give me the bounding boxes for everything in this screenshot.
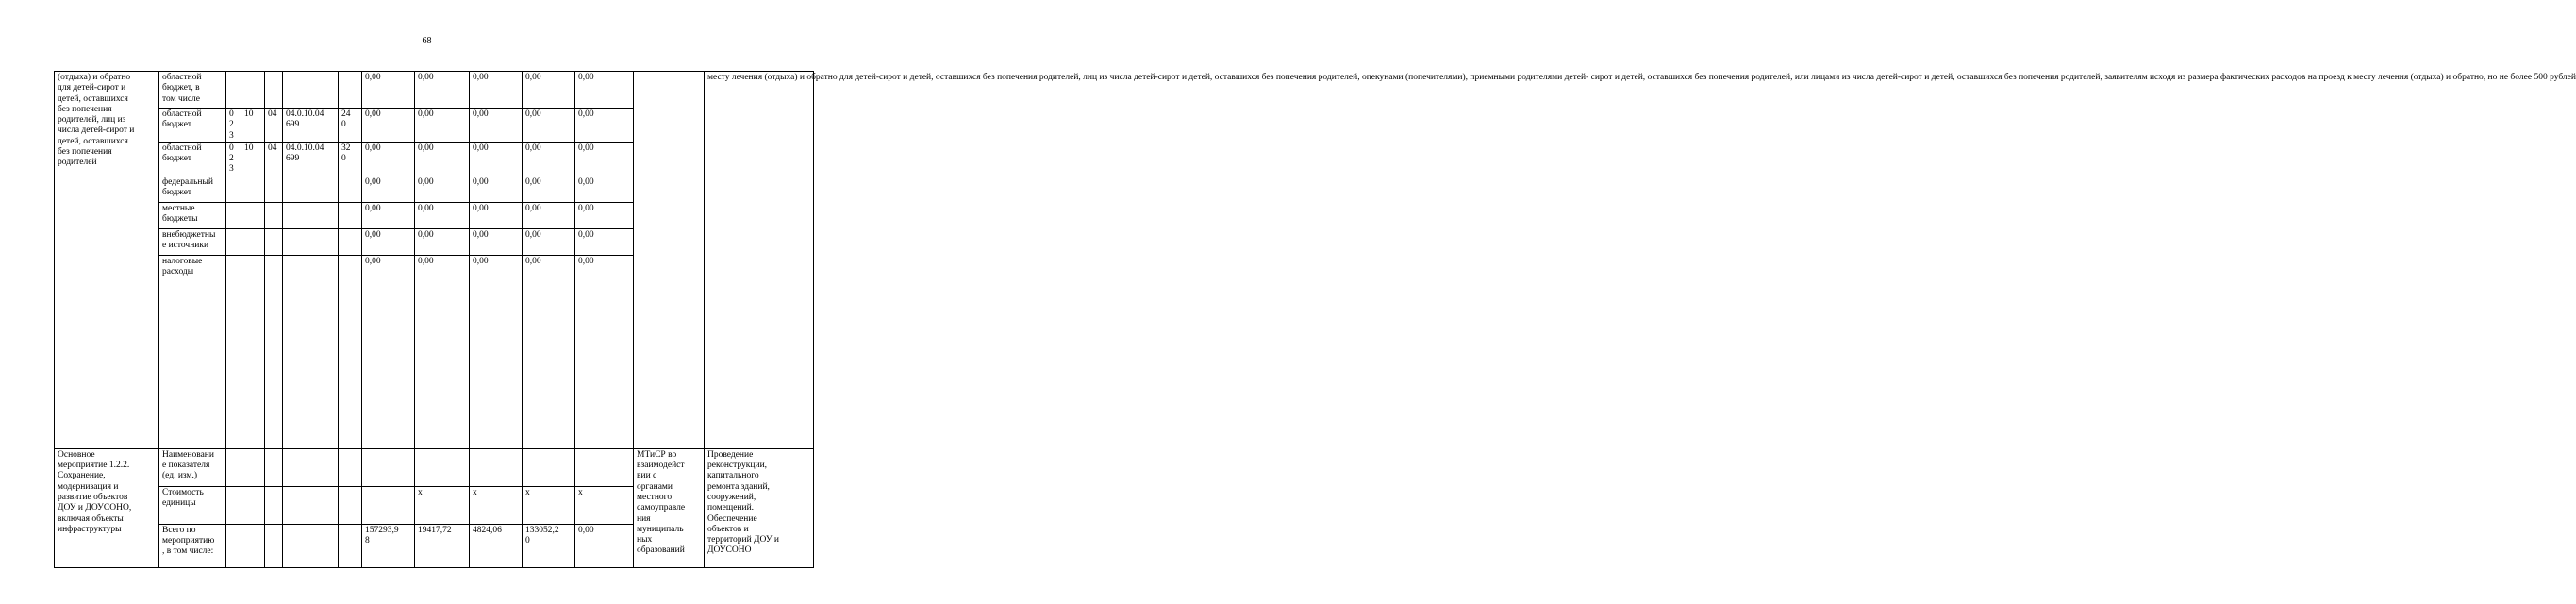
funding-source-cell: налоговые расходы	[159, 255, 226, 448]
value-cell: 0,00	[575, 142, 634, 176]
rz-cell	[241, 202, 265, 228]
value-cell: x	[470, 486, 523, 524]
grbs-cell: 02 3	[226, 142, 241, 176]
value-cell	[415, 448, 470, 486]
csr-cell	[283, 202, 339, 228]
funding-source-cell: Наименовани е показателя (ед. изм.)	[159, 448, 226, 486]
value-cell: 0,00	[470, 72, 523, 109]
value-cell	[470, 448, 523, 486]
csr-cell: 04.0.10.04 699	[283, 142, 339, 176]
value-cell: 0,00	[470, 228, 523, 255]
csr-cell	[283, 176, 339, 202]
funding-source-cell: внебюджетны е источники	[159, 228, 226, 255]
csr-cell	[283, 448, 339, 486]
activity-description-cell: Основное мероприятие 1.2.2. Сохранение, модернизация и развитие объектов ДОУ и ДОУСОНО, включая объекты инфраструктуры	[55, 448, 159, 567]
rz-cell	[241, 486, 265, 524]
value-cell: 0,00	[362, 72, 415, 109]
grbs-cell	[226, 448, 241, 486]
program-table	[54, 71, 2576, 568]
pr-cell: 04	[265, 109, 283, 143]
value-cell: 0,00	[415, 255, 470, 448]
grbs-cell	[226, 486, 241, 524]
funding-source-cell: областной бюджет	[159, 109, 226, 143]
value-cell: 0,00	[523, 176, 575, 202]
rz-cell: 10	[241, 109, 265, 143]
vr-cell	[339, 448, 362, 486]
pr-cell	[265, 72, 283, 109]
executor-cell: МТиСР во взаимодейст вии с органами местного самоуправле ния муниципаль ных образований	[634, 448, 705, 567]
value-cell: 0,00	[470, 255, 523, 448]
grbs-cell	[226, 176, 241, 202]
grbs-cell	[226, 72, 241, 109]
funding-source-cell: федеральный бюджет	[159, 176, 226, 202]
rz-cell	[241, 255, 265, 448]
value-cell: 0,00	[362, 176, 415, 202]
table-row	[55, 448, 814, 486]
pr-cell	[265, 486, 283, 524]
value-cell: 0,00	[415, 228, 470, 255]
value-cell: 0,00	[362, 255, 415, 448]
page-number: 68	[422, 36, 432, 46]
rz-cell	[241, 524, 265, 567]
value-cell: 0,00	[575, 255, 634, 448]
pr-cell	[265, 228, 283, 255]
result-description-cell: Проведение реконструкции, капитального ремонта зданий, сооружений, помещений. Обеспечение объектов и территорий ДОУ и ДОУСОНО	[705, 448, 814, 567]
csr-cell	[283, 486, 339, 524]
value-cell: 19417,72	[415, 524, 470, 567]
value-cell: 0,00	[470, 109, 523, 143]
value-cell: 0,00	[362, 202, 415, 228]
vr-cell	[339, 255, 362, 448]
value-cell: 0,00	[523, 142, 575, 176]
rz-cell	[241, 72, 265, 109]
value-cell: 0,00	[415, 202, 470, 228]
pr-cell	[265, 448, 283, 486]
result-description-cell: месту лечения (отдыха) и обратно для детей-сирот и детей, оставшихся без попечения родителей, лиц из числа детей-сирот и детей, оставшихся без попечения родителей, опекунами (попечителями), приемными родителями детей- сирот и детей, оставшихся без попечения родителей, или лицами из числа детей-сирот и детей, оставшихся без попечения родителей, заявителям исходя из размера фактических расходов на проезд к месту лечения (отдыха) и обратно, но не более 500 рублей	[705, 72, 814, 449]
value-cell: 0,00	[415, 142, 470, 176]
value-cell: 0,00	[523, 72, 575, 109]
funding-source-cell: Стоимость единицы	[159, 486, 226, 524]
value-cell: 0,00	[575, 109, 634, 143]
value-cell: 0,00	[575, 202, 634, 228]
value-cell: 0,00	[415, 176, 470, 202]
value-cell	[362, 486, 415, 524]
funding-source-cell: Всего по мероприятию , в том числе:	[159, 524, 226, 567]
funding-source-cell: областной бюджет	[159, 142, 226, 176]
csr-cell	[283, 228, 339, 255]
rz-cell	[241, 448, 265, 486]
funding-source-cell: местные бюджеты	[159, 202, 226, 228]
value-cell: 0,00	[523, 109, 575, 143]
value-cell	[575, 448, 634, 486]
grbs-cell	[226, 255, 241, 448]
value-cell: x	[575, 486, 634, 524]
grbs-cell	[226, 228, 241, 255]
vr-cell	[339, 202, 362, 228]
grbs-cell: 02 3	[226, 109, 241, 143]
value-cell: 0,00	[470, 142, 523, 176]
value-cell: 157293,9 8	[362, 524, 415, 567]
rz-cell	[241, 176, 265, 202]
pr-cell	[265, 524, 283, 567]
grbs-cell	[226, 524, 241, 567]
pr-cell	[265, 255, 283, 448]
activity-description-cell: (отдыха) и обратно для детей-сирот и детей, оставшихся без попечения родителей, лиц из числа детей-сирот и детей, оставшихся без попечения родителей	[55, 72, 159, 449]
value-cell: 0,00	[362, 109, 415, 143]
executor-cell	[634, 72, 705, 449]
value-cell	[362, 448, 415, 486]
csr-cell	[283, 524, 339, 567]
grbs-cell	[226, 202, 241, 228]
table-row	[55, 72, 814, 109]
vr-cell	[339, 486, 362, 524]
vr-cell	[339, 524, 362, 567]
csr-cell	[283, 72, 339, 109]
rz-cell	[241, 228, 265, 255]
pr-cell: 04	[265, 142, 283, 176]
pr-cell	[265, 176, 283, 202]
value-cell: 0,00	[362, 142, 415, 176]
value-cell: 0,00	[575, 176, 634, 202]
value-cell: 0,00	[362, 228, 415, 255]
value-cell: 0,00	[523, 255, 575, 448]
vr-cell: 24 0	[339, 109, 362, 143]
vr-cell: 32 0	[339, 142, 362, 176]
value-cell: 133052,2 0	[523, 524, 575, 567]
value-cell: x	[523, 486, 575, 524]
value-cell: 0,00	[415, 109, 470, 143]
value-cell: 0,00	[575, 72, 634, 109]
vr-cell	[339, 72, 362, 109]
value-cell: 0,00	[470, 176, 523, 202]
rz-cell: 10	[241, 142, 265, 176]
value-cell	[523, 448, 575, 486]
csr-cell	[283, 255, 339, 448]
csr-cell: 04.0.10.04 699	[283, 109, 339, 143]
pr-cell	[265, 202, 283, 228]
value-cell: 0,00	[575, 524, 634, 567]
value-cell: 0,00	[523, 228, 575, 255]
value-cell: 0,00	[470, 202, 523, 228]
vr-cell	[339, 228, 362, 255]
vr-cell	[339, 176, 362, 202]
value-cell: x	[415, 486, 470, 524]
funding-source-cell: областной бюджет, в том числе	[159, 72, 226, 109]
value-cell: 0,00	[523, 202, 575, 228]
value-cell: 4824,06	[470, 524, 523, 567]
value-cell: 0,00	[415, 72, 470, 109]
value-cell: 0,00	[575, 228, 634, 255]
